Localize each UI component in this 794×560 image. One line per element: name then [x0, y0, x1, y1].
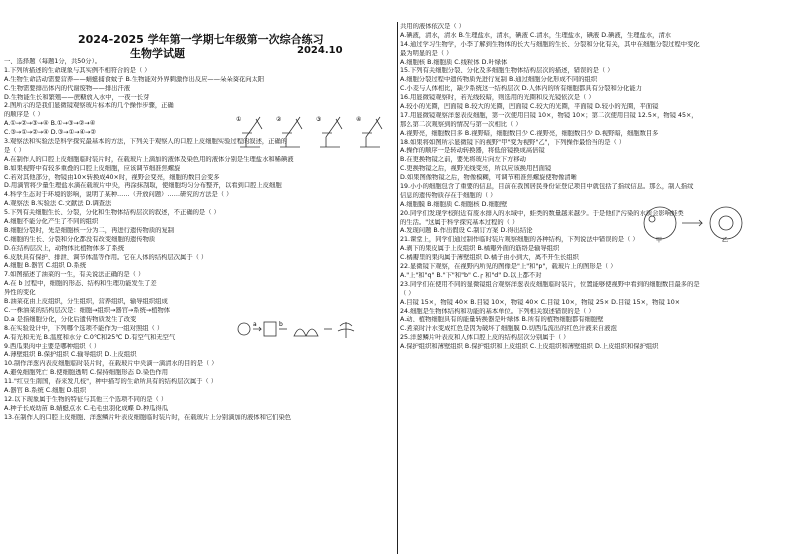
left-text-line: A.生物生命活动需要营养——蜻蜓捕食蚊子 B.生物能对外界刺激作出反应——朵朵葵花向太阳 — [4, 75, 265, 83]
left-text-line: A.种子长成幼苗 B.蜻蜓点水 C.毛毛虫羽化成蝶 D.种瓜得瓜 — [4, 404, 169, 412]
left-text-line: 7.如图描述了油菜的一生，有关说法正确的是（ ） — [4, 271, 145, 279]
right-text-line: B.在更换物镜之前，要先将玻片向左下方移动 — [400, 156, 526, 164]
right-question-text — [400, 23, 790, 352]
microscope-step-1 — [236, 116, 262, 147]
left-text-line: A.避免细胞死亡 B.使细胞透明 C.保持细胞形态 D.染色作用 — [4, 369, 169, 377]
right-text-line: A.动、植物细胞具有的能量转换器是叶绿体 B.所有的植物细胞都有细胞壁 — [400, 316, 604, 324]
step-label-3: ③ — [316, 116, 322, 123]
left-text-line: 4.科学生态对于环境的影响，说明了某种……（开放问题）……研究的方法是（ ） — [4, 191, 233, 199]
right-text-line: C.橘瓣里的果肉属于薄壁组织 D.橘子由小到大，离不开生长组织 — [400, 254, 579, 262]
right-text-line: C.更换物镜之后，视野光线变亮，所以应该换用凹面镜 — [400, 165, 552, 173]
organ-icon — [294, 329, 318, 336]
right-text-line: 24.细胞是生物体结构和功能的基本单位。下列相关叙述错误的是（ ） — [400, 307, 595, 315]
left-text-line: 5.下列有关细胞生长、分裂，分化和生物体结构层次的叙述，不正确的是（ ） — [4, 209, 220, 217]
left-text-line: B.如果视野中有较多重叠的口腔上皮细胞，应该调节细准焦螺旋 — [4, 164, 181, 172]
right-text-line: A.发现问题 B.作出假设 C.制订方案 D.得出结论 — [400, 227, 533, 235]
right-text-line: 14.通过学习生物学，小李了解到生物体的长大与细胞的生长、分裂和分化有关，其中在细胞分裂过程中变化 — [400, 40, 700, 48]
view-yi-icon — [710, 207, 742, 239]
left-text-line: 8.在实验设计中，下列哪个选项不能作为一组对照组（ ） — [4, 324, 164, 332]
right-text-line: A.剥下的果皮属于上皮组织 B.橘瓣外面的筋络是输导组织 — [400, 245, 560, 253]
left-text-line: D.a 是指细胞分化，分化后遗传物质发生了改变 — [4, 315, 137, 323]
left-text-line: C.一株油菜的结构层次是：细胞→组织→器官→系统→植物体 — [4, 306, 171, 314]
left-text-line: A.细胞 B.器官 C.组织 D.系统 — [4, 262, 87, 270]
left-text-line: A.①→②→③→④ B.①→③→②→④ — [4, 120, 96, 128]
right-text-line: A.视野亮，细胞数目多 B.视野暗，细胞数目少 C.视野亮，细胞数目少 D.视野暗，细胞数目多 — [400, 129, 659, 137]
process-label-b: b — [279, 321, 283, 328]
left-text-line: 6.皮肤具有保护、排泄、调节体温等作用。它在人体的结构层次属于（ ） — [4, 253, 208, 261]
tissue-icon — [264, 322, 276, 336]
left-text-line: 是（ ） — [4, 146, 25, 154]
right-column — [398, 0, 794, 560]
right-text-line: 17.用显微镜观察洋葱表皮细胞，第一次使用目镜 10×，物镜 10×；第二次使用目镜 12.5×，物镜 45×， — [400, 111, 698, 119]
right-text-line: A.保护组织和薄壁组织 B.保护组织和上皮组织 C.上皮组织和薄壁组织 D.上皮组织和保护组织 — [400, 343, 659, 351]
right-text-line: D.如果图像物镜之后，物像模糊，可调节粗准焦螺旋使物像清晰 — [400, 174, 577, 182]
right-text-line: 22.显微镜下观察，在视野内所见的图像是"上"和"p"，载玻片上的图形是（ ） — [400, 263, 617, 271]
right-text-line: 信息的遗传物质存在于细胞的（ ） — [400, 191, 497, 199]
step-label-4: ④ — [356, 116, 362, 123]
right-text-line: A.较小的光圈，凹面镜 B.较大的光圈，凹面镜 C.较大的光圈，平面镜 D.较小的光圈，平面镜 — [400, 103, 659, 111]
left-text-line: B.油菜花由上皮组织，分生组织，营养组织，输导组织组成 — [4, 298, 168, 306]
left-text-line: A.在制作人的口腔上皮细胞临时装片时，在载玻片上滴加的液体及染色用的液体分别是生理盐水和稀碘液 — [4, 155, 294, 163]
right-text-line: 19.小小的细胞包含了重要的信息，目前在我国居民身份证登记项目中就包括了指纹信息。那么，制人指纹 — [400, 183, 694, 191]
microscope-step-3 — [316, 116, 342, 147]
plant-icon — [338, 322, 354, 338]
left-text-line: D.生物能生长和繁殖——蔗糖放入水中，一夜一长芽 — [4, 93, 150, 101]
left-text-line: 的顺序是（ ） — [4, 111, 44, 119]
right-text-line: A.细胞核 B.细胞质 C.线粒体 D.叶绿体 — [400, 58, 508, 66]
left-text-line: C.生物需要排出体内的代谢废物——排出汗液 — [4, 84, 131, 92]
right-text-line: 那么第二次观察到的情况与第一次相比（ ） — [400, 120, 522, 128]
left-text-line: 异性的变化 — [4, 289, 36, 297]
right-text-line: 15.下列有关细胞分裂、分化及多细胞生物体结构层次的描述，错误的是（ ） — [400, 67, 614, 75]
right-text-line: 20.同学们发现学校附近有废水排入的水域中，蛙类的数量越来越少。于是他们"污染的水质会影响蛙类 — [400, 209, 684, 217]
right-text-line: （ ） — [400, 289, 415, 297]
exam-date: 2024.10 — [297, 45, 343, 56]
left-text-line: A.有光和无光 B.温度和水分 C.0℃和25℃ D.有空气和无空气 — [4, 333, 176, 341]
left-text-line: D.在结构层次上，动物体比植物体多了系统 — [4, 244, 125, 252]
left-text-line: 一、选择题（每题1分，共50分）。 — [4, 58, 102, 65]
step-label-2: ② — [276, 116, 282, 123]
left-text-line: 10.制作洋葱内表皮细胞临时装片时，在载玻片中央滴一滴清水的目的是（ ） — [4, 360, 218, 368]
right-text-line: A.细胞膜 B.细胞质 C.细胞核 D.细胞壁 — [400, 200, 508, 208]
left-text-line: 11."红豆生南国，春来发几枝"，种中描写的生命所具有的结构层次属于（ ） — [4, 378, 218, 386]
left-text-line: C.细胞的生长、分裂和分化都没有改变细胞的遗传物质 — [4, 235, 156, 243]
right-text-line: 共用的液体依次是（ ） — [400, 23, 465, 30]
exam-subtitle: 生物学试题 — [130, 47, 185, 60]
view-label-yi: 乙 — [722, 237, 729, 243]
left-text-line: 9.西瓜果肉中主要是哪种组织（ ） — [4, 342, 101, 350]
right-text-line: 的生活。"这属于科学探究基本过程的（ ） — [400, 218, 519, 226]
left-text-line: C.③→①→②→④ D.③→①→④→② — [4, 129, 97, 137]
left-text-line: A.薄壁组织 B.保护组织 C.输导组织 D.上皮组织 — [4, 351, 137, 359]
field-of-view-figure — [640, 205, 750, 243]
left-text-line: A.观察法 B.实验法 C.文献法 D.调查法 — [4, 200, 112, 208]
step-label-1: ① — [236, 116, 242, 123]
left-text-line: B.细胞分裂时，先是细胞核一分为二，再进行遗传物质的复制 — [4, 226, 175, 234]
left-text-line: 1.下列所描述的生命现象与其实例不相符合的是（ ） — [4, 66, 151, 74]
left-text-line: D.用滴管将少量生理盐水滴在载玻片中央，再涂抹刮取，使细胞均匀分布整齐，以看到口腔上皮细胞 — [4, 182, 282, 190]
exam-title: 2024-2025 学年第一学期七年级第一次综合练习 — [78, 33, 324, 46]
left-text-line: 2.图所示的是我们显微镜观察玻片标本的几个操作步骤，正确 — [4, 102, 174, 110]
left-text-line: A.细胞不能分化产生了不同的组织 — [4, 218, 99, 226]
cell-icon — [238, 323, 250, 335]
view-jia-icon — [644, 207, 676, 239]
right-text-line: A.操作的顺序一是转动转换器，将低倍镜换成高倍镜 — [400, 147, 545, 155]
right-text-line: C.煮菜时汁水变成红色是因为破坏了细胞膜 D.切西瓜流出的红色汁液来自液泡 — [400, 325, 617, 333]
right-text-line: 21.课堂上，同学们通过制作临时装片观察细胞的各种结构，下列说法中错误的是（ ） — [400, 236, 639, 244]
right-text-line: 最为明显的是（ ） — [400, 49, 453, 57]
left-text-line: 12.以下现象属于生物的特征与其他三个选项不同的是（ ） — [4, 395, 168, 403]
microscope-steps-figure — [232, 113, 392, 153]
process-label-a: a — [253, 321, 257, 328]
left-text-line: A.在 b 过程中，细胞的形态、结构和生理功能发生了差 — [4, 280, 157, 288]
right-text-line: A.碘液，清水，清水 B.生理盐水，清水，碘液 C.清水，生理盐水，碘液 D.碘液，生理盐水，清水 — [400, 31, 672, 39]
right-text-line: 23.同学们在使用不同的显微镜组合观察洋葱表皮细胞临时装片，位置能够使视野中看到的细胞数目最多的是 — [400, 280, 700, 288]
microscope-step-4 — [356, 116, 382, 147]
right-text-line: A.细胞分裂过程中遗传物质先进行复制 B.通过细胞分化形成不同的组织 — [400, 76, 598, 84]
right-text-line: 18.如果将如图所示显微镜下的视野"甲"变为视野"乙"，下列操作最恰当的是（ ） — [400, 138, 626, 146]
view-label-jia: 甲 — [656, 237, 663, 243]
right-text-line: 25.洋葱鳞片叶表皮和人体口腔上皮的结构层次分别属于（ ） — [400, 334, 570, 342]
right-text-line: 16.用显微镜观察时，若光线较暗，则选用的光圈和反光镜依次是（ ） — [400, 94, 595, 102]
right-text-line: A.目镜 15×，物镜 40× B.目镜 10×，物镜 40× C.目镜 10×，物镜 25× D.目镜 15×，物镜 10× — [400, 298, 681, 306]
left-text-line: A.器官 B.系统 C.细胞 D.组织 — [4, 386, 87, 394]
right-text-line: A."上"和"q" B."下"和"b" C.┌ 和"d" D.以上都不对 — [400, 271, 542, 279]
microscope-step-2 — [276, 116, 302, 147]
right-text-line: C.小麦与人体相比，缺少系统这一结构层次 D.人体内的所有细胞都具有分裂和分化能力 — [400, 85, 642, 93]
left-text-line: 13.在制作人的口腔上皮细胞、洋葱鳞片叶表皮细胞临时装片时，在载玻片上分别滴加的液体和它们染色 — [4, 413, 292, 421]
left-text-line: 3.观察法和实验法是科学探究最基本的方法，下列关于观察人的口腔上皮细胞实验过程的叙述，正确的 — [4, 138, 288, 146]
rapeseed-life-cycle-figure — [236, 318, 376, 340]
left-text-line: C.若对其他部分，物镜由10×转换成40×时，视野会变亮，细胞的数目会变多 — [4, 173, 220, 181]
